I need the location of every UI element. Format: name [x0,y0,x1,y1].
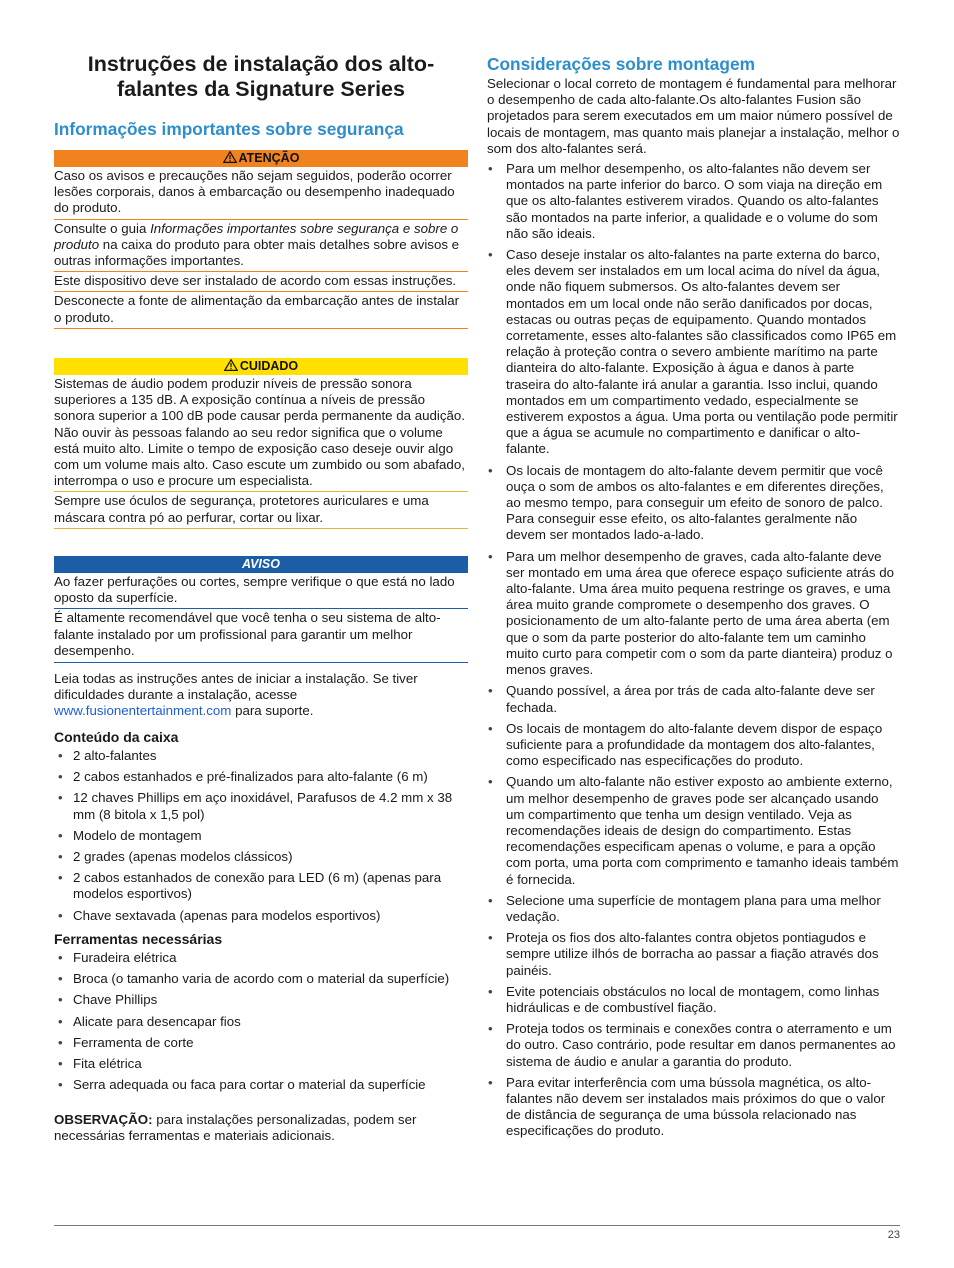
safety-heading: Informações importantes sobre segurança [54,119,404,139]
caution-label: CUIDADO [239,359,299,373]
mounting-heading: Considerações sobre montagem [487,54,755,74]
box-contents-heading: Conteúdo da caixa [54,729,179,745]
tools-note: OBSERVAÇÃO: para instalações personalizadas, podem ser necessárias ferramentas e materiais adicionais. [54,1112,417,1144]
list-item: • 2 alto-falantes [54,748,468,764]
notice-body [54,574,468,663]
list-item: • Os locais de montagem do alto-falante devem dispor de espaço suficiente para a profundidade da montagem dos alto-falantes, como especificado nas especificações do produto. [486,721,900,770]
list-item: • Chave sextavada (apenas para modelos esportivos) [54,908,468,924]
warning-item-3: Este dispositivo deve ser instalado de acordo com essas instruções. [54,272,468,292]
list-item: • Ferramenta de corte [54,1035,468,1051]
page-title: Instruções de instalação dos alto-falantes da Signature Series [87,52,435,101]
warning-label: ATENÇÃO [238,151,300,165]
list-item: • Para evitar interferência com uma bússola magnética, os alto-falantes não devem ser instalados mais próximos do que o valor de distância de segurança de uma bússola relacionado nas especificações do produto. [486,1075,900,1140]
footer-rule [54,1225,900,1226]
list-item: • Chave Phillips [54,992,468,1008]
caution-item-2: Sempre use óculos de segurança, protetores auriculares e uma máscara contra pó ao perfurar, cortar ou lixar. [54,492,468,528]
list-item: • Broca (o tamanho varia de acordo com o material da superfície) [54,971,468,987]
list-item: • Quando possível, a área por trás de cada alto-falante deve ser fechada. [486,683,900,715]
list-item: • Caso deseje instalar os alto-falantes na parte externa do barco, eles devem ser instalados em um local acima do nível da água, onde não fiquem submersos. Os alto-falantes devem ser montados em um local onde não serão danificados por docas, estacas ou outras peças de equipamento. Quando montados corretamente, esses alto-falantes são classificados como IP65 em relação à proteção contra o severo ambiente marítimo na parte dianteira do alto-falante. Exposição à água e danos à parte traseira do alto-falante irá anular a garantia. Isso inclui, quando montados em um compartimento vedado, especialmente se estiverem expostos a água. Uma porta ou ventilação pode permitir que a água se acumule no compartimento e danificar o alto-falante. [486,247,900,458]
list-item: • Quando um alto-falante não estiver exposto ao ambiente externo, um melhor desempenho de graves pode ser alcançado usando um compartimento que tenha um design ventilado. Veja as recomendações ideais de design do compartimento. Estas recomendações especificam apenas o volume, e para a opção com porta, uma porta com comprimento e tamanho ideais também é fornecida. [486,774,900,887]
list-item: • Selecione uma superfície de montagem plana para uma melhor vedação. [486,893,900,925]
notice-label: AVISO [242,557,280,571]
list-item: • Evite potenciais obstáculos no local de montagem, como linhas hidráulicas e de combustível fiação. [486,984,900,1016]
notice-item-2: É altamente recomendável que você tenha o seu sistema de alto-falante instalado por um profissional para garantir um melhor desempenho. [54,609,468,663]
support-link[interactable]: www.fusionentertainment.com [54,703,232,719]
list-item: • Proteja todos os terminais e conexões contra o aterramento e um do outro. Caso contrário, pode resultar em danos permanentes ao sistema de áudio e anular a garantia do produto. [486,1021,900,1070]
guide-title: Informações importantes sobre segurança e sobre o produto [54,220,459,252]
caution-item-1: Sistemas de áudio podem produzir níveis de pressão sonora superiores a 135 dB. A exposição contínua a níveis de pressão sonora superior a 100 dB pode causar perda permanente da audição. Não ouvir às pessoas falando ao seu redor significa que o volume está muito alto. Limite o tempo de exposição caso deseje ouvir algo com um volume mais alto. Caso escute um zumbido ou som abafado, interrompa o uso e procure um especialista. [54,376,468,492]
list-item: • Serra adequada ou faca para cortar o material da superfície [54,1077,468,1093]
list-item: • Proteja os fios dos alto-falantes contra objetos pontiagudos e sempre utilize ilhós de borracha ao passar a fiação através dos painéis. [486,930,900,979]
warning-banner [54,150,468,167]
mounting-list [486,161,900,1145]
list-item: • Modelo de montagem [54,828,468,844]
warning-triangle-icon [224,359,238,371]
list-item: • Furadeira elétrica [54,950,468,966]
list-item: • 12 chaves Phillips em aço inoxidável, Parafusos de 4.2 mm x 38 mm (8 bitola x 1,5 pol) [54,790,468,822]
list-item: • Os locais de montagem do alto-falante devem permitir que você ouça o som de ambos os alto-falantes e em diferentes direções, ao mesmo tempo, para conseguir um efeito de sonoro de palco. Para conseguir esse efeito, os alto-falantes geralmente não devem ser montados lado-a-lado. [486,463,900,544]
warning-item-2: Consulte o guia Informações importantes sobre segurança e sobre o produto na caixa do produto para obter mais detalhes sobre avisos e outras informações importantes. [54,220,468,273]
warning-item-1: Caso os avisos e precauções não sejam seguidos, poderão ocorrer lesões corporais, danos à embarcação ou desempenho inadequado do produto. [54,168,468,220]
notice-banner [54,556,468,573]
warning-triangle-icon [223,151,237,163]
notice-item-1: Ao fazer perfurações ou cortes, sempre verifique o que está no lado oposto da superfície. [54,574,468,609]
warning-body [54,168,468,329]
mounting-intro: Selecionar o local correto de montagem é fundamental para melhorar o desempenho de cada alto-falante.Os alto-falantes Fusion são projetados para serem executados em um maior número possível de locais de montagem, mas quanto mais planejar a instalação, melhor o som dos alto-falantes será. [487,76,900,156]
page-number: 23 [887,1229,900,1241]
list-item: • Fita elétrica [54,1056,468,1072]
list-item: • 2 grades (apenas modelos clássicos) [54,849,468,865]
list-item: • 2 cabos estanhados e pré-finalizados para alto-falante (6 m) [54,769,468,785]
intro-paragraph: Leia todas as instruções antes de iniciar a instalação. Se tiver dificuldades durante a instalação, acesse www.fusionentertainment.com para suporte. [54,671,418,719]
list-item: • Para um melhor desempenho, os alto-falantes não devem ser montados na parte inferior do barco. O som viaja na direção em que os alto-falantes estiverem virados. Quando os alto-falantes são montados na parte inferior, a qualidade e o volume do som não são ideais. [486,161,900,242]
list-item: • 2 cabos estanhados de conexão para LED (6 m) (apenas para modelos esportivos) [54,870,468,902]
warning-item-4: Desconecte a fonte de alimentação da embarcação antes de instalar o produto. [54,292,468,328]
list-item: • Para um melhor desempenho de graves, cada alto-falante deve ser montado em uma área que oferece espaço suficiente atrás do alto-falante. Uma área muito pequena restringe os graves, e uma área muito grande compromete o desempenho dos graves. O posicionamento de um alto-falante perto de uma área aberta (em que o som da parte posterior do alto-falante tem um caminho muito curto para competir com o som da parte dianteira) produz o menos graves. [486,549,900,679]
tools-heading: Ferramentas necessárias [54,931,223,947]
tools-list [54,950,468,1098]
caution-banner [54,358,468,375]
list-item: • Alicate para desencapar fios [54,1014,468,1030]
box-contents-list [54,748,468,929]
caution-body [54,376,468,529]
note-label: OBSERVAÇÃO: [54,1112,153,1127]
